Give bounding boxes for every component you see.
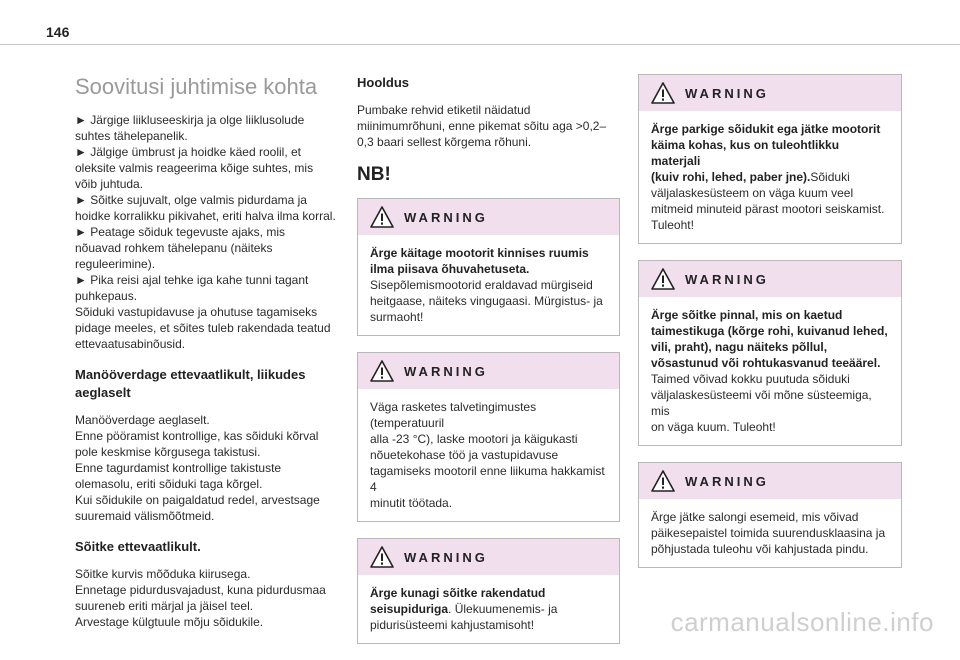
warning-body: [358, 389, 619, 521]
text-line: Enne tagurdamist kontrollige takistuste: [75, 461, 282, 475]
warning-header: [639, 261, 901, 297]
warning-title: WARNING: [404, 209, 488, 225]
text-line: 0,3 baari sellest kõrgema rõhuni.: [357, 135, 532, 149]
text-line: Kui sõidukile on paigaldatud redel, arvestsage: [75, 493, 320, 507]
text-line: olemasolu, eriti sõiduki taga kõrgel.: [75, 477, 263, 491]
warning-text-line: tagamiseks mootoril enne liikuma hakkamist 4: [370, 464, 605, 494]
text-line: suhtes tähelepanelik.: [75, 129, 188, 143]
text-line: ► Sõitke sujuvalt, olge valmis pidurdama ja: [75, 193, 307, 207]
warning-bold-line: Ärge sõitke pinnal, mis on kaetud: [651, 308, 843, 322]
warning-bold-fragment: seisupiduriga: [370, 602, 449, 616]
warning-bold-line: ilma piisava õhuvahetuseta.: [370, 262, 530, 276]
warning-body: [639, 297, 901, 445]
nb-heading: NB!: [357, 164, 391, 185]
warning-text-line: Tuleoht!: [651, 218, 694, 232]
warning-box: [357, 198, 620, 336]
warning-text-line: väljalaskesüsteem on väga kuum veel: [651, 186, 854, 200]
text-line: Pumbake rehvid etiketil näidatud: [357, 103, 531, 117]
warning-triangle-icon: [651, 82, 675, 104]
warning-bold-line: Ärge parkige sõidukit ega jätke mootorit: [651, 122, 881, 136]
warning-bold-line: Ärge kunagi sõitke rakendatud: [370, 586, 546, 600]
text-line: Sõitke kurvis mõõduka kiirusega.: [75, 567, 251, 581]
column-warnings: [638, 74, 902, 584]
warnings-list: [638, 74, 902, 568]
warning-box: [638, 74, 902, 244]
warning-text-line: Taimed võivad kokku puutuda sõiduki: [651, 372, 850, 386]
text-line: Arvestage külgtuule mõju sõidukile.: [75, 615, 264, 629]
text-line: miinimumrõhuni, enne pikemat sõitu aga >0,2–: [357, 119, 607, 133]
warning-triangle-icon: [651, 470, 675, 492]
warning-text-line: Väga rasketes talvetingimustes (temperatuuril: [370, 400, 537, 430]
warning-text-line: nõuetekohase töö ja vastupidavuse: [370, 448, 559, 462]
warning-text-line: heitgaase, näiteks vingugaasi. Mürgistus- ja: [370, 294, 603, 308]
warning-text-line: Ärge jätke salongi esemeid, mis võivad: [651, 510, 859, 524]
text-line: oleksite valmis reageerima kõige suhtes, mis: [75, 161, 314, 175]
warning-body: [639, 499, 901, 567]
warning-text-fragment: Sõiduki: [810, 170, 850, 184]
text-line: ► Peatage sõiduk tegevuste ajaks, mis: [75, 225, 285, 239]
warning-body: [639, 111, 901, 243]
text-line: suureneb eriti märjal ja jäisel teel.: [75, 599, 254, 613]
heading-maneuver: Manööverdage ettevaatlikult, liikudes aeglaselt: [75, 367, 306, 400]
text-line: nõuavad rohkem tähelepanu (näiteks: [75, 241, 273, 255]
maneuver-paragraph: [75, 412, 337, 524]
text-line: ► Järgige liikluseeskirja ja olge liiklusolude: [75, 113, 305, 127]
text-line: ► Pika reisi ajal tehke iga kahe tunni tagant: [75, 273, 309, 287]
warning-body: [358, 575, 619, 643]
warning-box: [357, 352, 620, 522]
warning-mixed-line: [370, 601, 609, 617]
warning-text-line: minutit töötada.: [370, 496, 453, 510]
warning-header: [358, 353, 619, 389]
section-title: Soovitusi juhtimise kohta: [75, 74, 318, 99]
warning-bold-fragment: (kuiv rohi, lehed, paber jne).: [651, 170, 811, 184]
column-driving-tips: [75, 74, 337, 644]
warning-text-line: pidurisüsteemi kahjustamisoht!: [370, 618, 535, 632]
warning-text-line: Sisepõlemismootorid eraldavad mürgiseid: [370, 278, 593, 292]
warning-header: [639, 75, 901, 111]
page-number: 146: [46, 24, 70, 40]
warning-text-line: surmaoht!: [370, 310, 424, 324]
warning-body: [358, 235, 619, 335]
warning-triangle-icon: [651, 268, 675, 290]
warning-bold-line: võsastunud või rohtukasvanud teeäärel.: [651, 356, 881, 370]
text-line: hoidke korralikku pikivahet, eriti halva ilma korral.: [75, 209, 336, 223]
column-maintenance: [357, 74, 620, 660]
warning-title: WARNING: [404, 549, 488, 565]
warning-text-fragment: . Ülekuumenemis- ja: [448, 602, 558, 616]
warning-text-line: päikesepaistel toimida suurendusklaasina ja: [651, 526, 886, 540]
text-line: ► Jälgige ümbrust ja hoidke käed roolil, et: [75, 145, 301, 159]
warning-title: WARNING: [404, 363, 488, 379]
header-divider: [0, 44, 960, 45]
text-line: Sõiduki vastupidavuse ja ohutuse tagamiseks: [75, 305, 318, 319]
warning-triangle-icon: [370, 360, 394, 382]
drive-carefully-paragraph: [75, 566, 337, 630]
warning-title: WARNING: [685, 85, 769, 101]
text-line: Enne pööramist kontrollige, kas sõiduki kõrval: [75, 429, 319, 443]
warning-header: [639, 463, 901, 499]
text-line: pidage meeles, et sõites tuleb rakendada teatud: [75, 321, 331, 335]
warning-box: [638, 462, 902, 568]
text-line: suuremaid välismõõtmeid.: [75, 509, 215, 523]
warning-header: [358, 199, 619, 235]
warning-text-line: väljalaskesüsteemi või mõne süsteemiga, mis: [651, 388, 872, 418]
warning-triangle-icon: [370, 546, 394, 568]
warning-title: WARNING: [685, 271, 769, 287]
text-line: ettevaatusabinõusid.: [75, 337, 186, 351]
heading-maintenance: Hooldus: [357, 75, 409, 90]
warning-box: [638, 260, 902, 446]
warnings-list: [357, 198, 620, 644]
warning-title: WARNING: [685, 473, 769, 489]
warning-bold-line: käima kohas, kus on tuleohtlikku materjali: [651, 138, 840, 168]
warning-box: [357, 538, 620, 644]
warning-text-line: alla -23 °C), laske mootori ja käigukasti: [370, 432, 578, 446]
warning-text-line: põhjustada tuleohu või kahjustada pindu.: [651, 542, 869, 556]
text-line: Manööverdage aeglaselt.: [75, 413, 210, 427]
text-line: Ennetage pidurdusvajadust, kuna pidurdusmaa: [75, 583, 326, 597]
warning-bold-line: taimestikuga (kõrge rohi, kuivanud lehed,: [651, 324, 888, 338]
warning-bold-line: Ärge käitage mootorit kinnises ruumis: [370, 246, 589, 260]
warning-text-line: mitmeid minuteid pärast mootori seiskamist.: [651, 202, 885, 216]
intro-paragraph: [75, 112, 337, 352]
text-line: pole keskmise kõrgusega takistusi.: [75, 445, 261, 459]
warning-triangle-icon: [370, 206, 394, 228]
warning-mixed-line: [651, 169, 891, 185]
watermark: carmanualsonline.info: [670, 607, 934, 637]
text-line: puhkepaus.: [75, 289, 138, 303]
text-line: reguleerimine).: [75, 257, 156, 271]
text-line: võib juhtuda.: [75, 177, 144, 191]
maintenance-paragraph: [357, 102, 620, 150]
warning-header: [358, 539, 619, 575]
warning-bold-line: vili, praht), nagu näiteks põllul,: [651, 340, 828, 354]
heading-drive-carefully: Sõitke ettevaatlikult.: [75, 539, 201, 554]
warning-text-line: on väga kuum. Tuleoht!: [651, 420, 776, 434]
